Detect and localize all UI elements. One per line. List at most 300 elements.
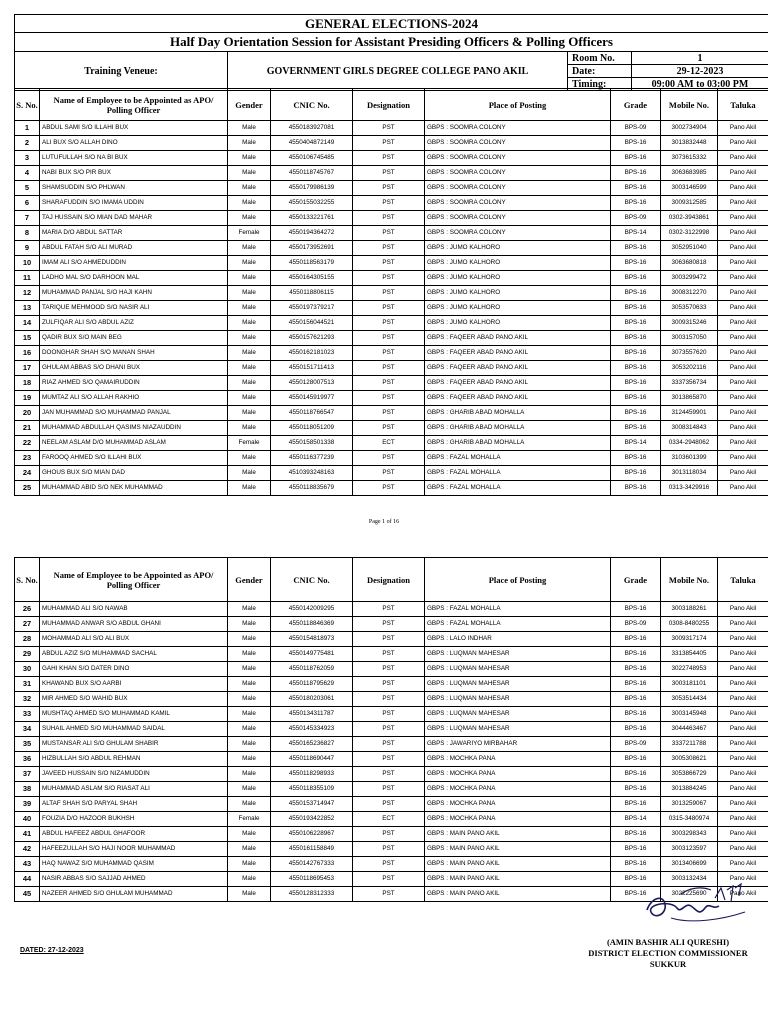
- serial-number-cell: 30: [15, 662, 40, 677]
- employee-name-cell: MOHAMMAD ALI S/O ALI BUX: [40, 632, 228, 647]
- serial-number-cell: 42: [15, 842, 40, 857]
- employee-name-cell: KHAWAND BUX S/O AARBI: [40, 677, 228, 692]
- grade-cell: BPS-16: [611, 872, 661, 887]
- designation-cell: PST: [353, 181, 425, 196]
- grade-cell: BPS-14: [611, 436, 661, 451]
- employee-name-cell: DOONGHAR SHAH S/O MANAN SHAH: [40, 346, 228, 361]
- designation-cell: PST: [353, 827, 425, 842]
- table-row: [15, 707, 768, 722]
- taluka-cell: Pano Akil: [718, 316, 768, 331]
- cnic-number-cell: 4510393248163: [271, 466, 353, 481]
- designation-cell: PST: [353, 271, 425, 286]
- table-row: [15, 196, 768, 211]
- cnic-number-cell: 4550118690447: [271, 752, 353, 767]
- mobile-number-cell: 3063683985: [661, 166, 718, 181]
- employee-name-cell: ABDUL AZIZ S/O MUHAMMAD SACHAL: [40, 647, 228, 662]
- table-row: [15, 677, 768, 692]
- taluka-cell: Pano Akil: [718, 271, 768, 286]
- employee-name-cell: SHARAFUDDIN S/O IMAMA UDDIN: [40, 196, 228, 211]
- designation-cell: PST: [353, 481, 425, 496]
- grade-cell: BPS-16: [611, 316, 661, 331]
- serial-number-cell: 39: [15, 797, 40, 812]
- mobile-number-cell: 0313-3429916: [661, 481, 718, 496]
- gender-cell: Male: [228, 887, 271, 902]
- place-of-posting-cell: GBPS : MOCHKA PANA: [425, 782, 611, 797]
- grade-cell: BPS-16: [611, 151, 661, 166]
- grade-cell: BPS-16: [611, 286, 661, 301]
- place-of-posting-cell: GBPS : SOOMRA COLONY: [425, 181, 611, 196]
- col-designation: Designation: [353, 89, 425, 121]
- employee-name-cell: GAHI KHAN S/O DATER DINO: [40, 662, 228, 677]
- mobile-number-cell: 3003188261: [661, 602, 718, 617]
- designation-cell: PST: [353, 316, 425, 331]
- table-row: [15, 226, 768, 241]
- place-of-posting-cell: GBPS : JUMO KALHORO: [425, 241, 611, 256]
- taluka-cell: Pano Akil: [718, 481, 768, 496]
- gender-cell: Male: [228, 617, 271, 632]
- grade-cell: BPS-16: [611, 376, 661, 391]
- place-of-posting-cell: GBPS : MAIN PANO AKIL: [425, 842, 611, 857]
- grade-cell: BPS-16: [611, 166, 661, 181]
- employee-name-cell: HAFEEZULLAH S/O HAJI NOOR MUHAMMAD: [40, 842, 228, 857]
- serial-number-cell: 22: [15, 436, 40, 451]
- table-row: [15, 391, 768, 406]
- serial-number-cell: 17: [15, 361, 40, 376]
- serial-number-cell: 36: [15, 752, 40, 767]
- gender-cell: Male: [228, 767, 271, 782]
- gender-cell: Male: [228, 286, 271, 301]
- table-body-page-2: [15, 602, 768, 902]
- place-of-posting-cell: GBPS : SOOMRA COLONY: [425, 151, 611, 166]
- mobile-number-cell: 0302-3943861: [661, 211, 718, 226]
- mobile-number-cell: 3003157050: [661, 331, 718, 346]
- cnic-number-cell: 4550149775481: [271, 647, 353, 662]
- table-row: [15, 436, 768, 451]
- cnic-number-cell: 4550154818973: [271, 632, 353, 647]
- gender-cell: Male: [228, 316, 271, 331]
- col-taluka: Taluka: [718, 558, 768, 602]
- mobile-number-cell: 3003299472: [661, 271, 718, 286]
- cnic-number-cell: 4550173952691: [271, 241, 353, 256]
- cnic-number-cell: 4550118806115: [271, 286, 353, 301]
- table-row: [15, 376, 768, 391]
- table-row: [15, 316, 768, 331]
- grade-cell: BPS-16: [611, 827, 661, 842]
- gender-cell: Male: [228, 662, 271, 677]
- grade-cell: BPS-16: [611, 241, 661, 256]
- col-sno: S. No.: [15, 89, 40, 121]
- place-of-posting-cell: GBPS : FAZAL MOHALLA: [425, 602, 611, 617]
- gender-cell: Male: [228, 451, 271, 466]
- mobile-number-cell: 0334-2948062: [661, 436, 718, 451]
- document-subtitle: Half Day Orientation Session for Assistant Presiding Officers & Polling Officers: [15, 33, 768, 52]
- place-of-posting-cell: GBPS : GHARIB ABAD MOHALLA: [425, 436, 611, 451]
- gender-cell: Male: [228, 602, 271, 617]
- gender-cell: Male: [228, 782, 271, 797]
- place-of-posting-cell: GBPS : FAZAL MOHALLA: [425, 617, 611, 632]
- mobile-number-cell: 3337211788: [661, 737, 718, 752]
- place-of-posting-cell: GBPS : MAIN PANO AKIL: [425, 857, 611, 872]
- timing-label: Timing:: [568, 78, 632, 91]
- mobile-number-cell: 3053514434: [661, 692, 718, 707]
- mobile-number-cell: 3052951040: [661, 241, 718, 256]
- employee-name-cell: ABDUL SAMI S/O ILLAHI BUX: [40, 121, 228, 136]
- gender-cell: Male: [228, 722, 271, 737]
- mobile-number-cell: 3003298343: [661, 827, 718, 842]
- place-of-posting-cell: GBPS : FAQEER ABAD PANO AKIL: [425, 346, 611, 361]
- cnic-number-cell: 4550404872149: [271, 136, 353, 151]
- taluka-cell: Pano Akil: [718, 617, 768, 632]
- header-table: [14, 14, 768, 91]
- mobile-number-cell: 3003181101: [661, 677, 718, 692]
- table-row: [15, 737, 768, 752]
- grade-cell: BPS-16: [611, 797, 661, 812]
- cnic-number-cell: 4550106745485: [271, 151, 353, 166]
- mobile-number-cell: 0302-3122998: [661, 226, 718, 241]
- cnic-number-cell: 4550128007513: [271, 376, 353, 391]
- mobile-number-cell: 3009312585: [661, 196, 718, 211]
- grade-cell: BPS-16: [611, 361, 661, 376]
- place-of-posting-cell: GBPS : GHARIB ABAD MOHALLA: [425, 421, 611, 436]
- signer-place: SUKKUR: [649, 959, 687, 969]
- serial-number-cell: 43: [15, 857, 40, 872]
- serial-number-cell: 13: [15, 301, 40, 316]
- table-row: [15, 842, 768, 857]
- place-of-posting-cell: GBPS : LUQMAN MAHESAR: [425, 722, 611, 737]
- employee-name-cell: MARIA D/O ABDUL SATTAR: [40, 226, 228, 241]
- grade-cell: BPS-09: [611, 737, 661, 752]
- place-of-posting-cell: GBPS : JUMO KALHORO: [425, 316, 611, 331]
- place-of-posting-cell: GBPS : LUQMAN MAHESAR: [425, 692, 611, 707]
- place-of-posting-cell: GBPS : FAZAL MOHALLA: [425, 481, 611, 496]
- designation-cell: PST: [353, 722, 425, 737]
- serial-number-cell: 25: [15, 481, 40, 496]
- serial-number-cell: 34: [15, 722, 40, 737]
- cnic-number-cell: 4550157621293: [271, 331, 353, 346]
- col-cnic: CNIC No.: [271, 89, 353, 121]
- col-sno: S. No.: [15, 558, 40, 602]
- table-row: [15, 752, 768, 767]
- cnic-number-cell: 4550118298933: [271, 767, 353, 782]
- mobile-number-cell: 3053202116: [661, 361, 718, 376]
- designation-cell: PST: [353, 782, 425, 797]
- col-cnic: CNIC No.: [271, 558, 353, 602]
- place-of-posting-cell: GBPS : MOCHKA PANA: [425, 797, 611, 812]
- gender-cell: Male: [228, 707, 271, 722]
- employee-name-cell: FOUZIA D/O HAZOOR BUKHSH: [40, 812, 228, 827]
- serial-number-cell: 15: [15, 331, 40, 346]
- table-row: [15, 136, 768, 151]
- cnic-number-cell: 4550142767333: [271, 857, 353, 872]
- gender-cell: Male: [228, 196, 271, 211]
- cnic-number-cell: 4550145919977: [271, 391, 353, 406]
- employee-name-cell: ALTAF SHAH S/O PARYAL SHAH: [40, 797, 228, 812]
- place-of-posting-cell: GBPS : FAQEER ABAD PANO AKIL: [425, 391, 611, 406]
- designation-cell: PST: [353, 602, 425, 617]
- employee-name-cell: NEELAM ASLAM D/O MUHAMMAD ASLAM: [40, 436, 228, 451]
- col-taluka: Taluka: [718, 89, 768, 121]
- cnic-number-cell: 4550118795629: [271, 677, 353, 692]
- employee-name-cell: ALI BUX S/O ALLAH DINO: [40, 136, 228, 151]
- table-row: [15, 767, 768, 782]
- employee-name-cell: IMAM ALI S/O AHMEDUDDIN: [40, 256, 228, 271]
- taluka-cell: Pano Akil: [718, 632, 768, 647]
- serial-number-cell: 32: [15, 692, 40, 707]
- place-of-posting-cell: GBPS : JUMO KALHORO: [425, 271, 611, 286]
- grade-cell: BPS-16: [611, 466, 661, 481]
- grade-cell: BPS-14: [611, 226, 661, 241]
- serial-number-cell: 37: [15, 767, 40, 782]
- gender-cell: Female: [228, 226, 271, 241]
- taluka-cell: Pano Akil: [718, 752, 768, 767]
- room-label: Room No.: [568, 52, 632, 65]
- cnic-number-cell: 4550179986139: [271, 181, 353, 196]
- taluka-cell: Pano Akil: [718, 692, 768, 707]
- gender-cell: Male: [228, 181, 271, 196]
- place-of-posting-cell: GBPS : MOCHKA PANA: [425, 752, 611, 767]
- gender-cell: Male: [228, 151, 271, 166]
- place-of-posting-cell: GBPS : MAIN PANO AKIL: [425, 887, 611, 902]
- designation-cell: PST: [353, 166, 425, 181]
- cnic-number-cell: 4550118355109: [271, 782, 353, 797]
- employee-name-cell: MUMTAZ ALI S/O ALLAH RAKHIO: [40, 391, 228, 406]
- place-of-posting-cell: GBPS : JUMO KALHORO: [425, 256, 611, 271]
- mobile-number-cell: 3005308621: [661, 752, 718, 767]
- employee-name-cell: NAZEER AHMED S/O GHULAM MUHAMMAD: [40, 887, 228, 902]
- taluka-cell: Pano Akil: [718, 331, 768, 346]
- table-row: [15, 827, 768, 842]
- cnic-number-cell: 4550194364272: [271, 226, 353, 241]
- designation-cell: PST: [353, 707, 425, 722]
- taluka-cell: Pano Akil: [718, 151, 768, 166]
- taluka-cell: Pano Akil: [718, 602, 768, 617]
- grade-cell: BPS-16: [611, 752, 661, 767]
- table-body-page-1: [15, 121, 768, 496]
- gender-cell: Male: [228, 421, 271, 436]
- employee-name-cell: RIAZ AHMED S/O QAMAIRUDDIN: [40, 376, 228, 391]
- taluka-cell: Pano Akil: [718, 436, 768, 451]
- mobile-number-cell: 3073615332: [661, 151, 718, 166]
- gender-cell: Male: [228, 376, 271, 391]
- designation-cell: PST: [353, 662, 425, 677]
- grade-cell: BPS-16: [611, 196, 661, 211]
- table-row: [15, 662, 768, 677]
- grade-cell: BPS-09: [611, 121, 661, 136]
- serial-number-cell: 35: [15, 737, 40, 752]
- taluka-cell: Pano Akil: [718, 827, 768, 842]
- designation-cell: PST: [353, 331, 425, 346]
- serial-number-cell: 28: [15, 632, 40, 647]
- mobile-number-cell: 3022748953: [661, 662, 718, 677]
- employee-name-cell: ABDUL FATAH S/O ALI MURAD: [40, 241, 228, 256]
- taluka-cell: Pano Akil: [718, 647, 768, 662]
- serial-number-cell: 21: [15, 421, 40, 436]
- taluka-cell: Pano Akil: [718, 421, 768, 436]
- designation-cell: PST: [353, 136, 425, 151]
- cnic-number-cell: 4550142009295: [271, 602, 353, 617]
- table-row: [15, 782, 768, 797]
- gender-cell: Male: [228, 857, 271, 872]
- gender-cell: Male: [228, 406, 271, 421]
- serial-number-cell: 19: [15, 391, 40, 406]
- signature-image: [641, 880, 751, 932]
- employee-name-cell: ABDUL HAFEEZ ABDUL GHAFOOR: [40, 827, 228, 842]
- grade-cell: BPS-16: [611, 256, 661, 271]
- col-name: Name of Employee to be Appointed as APO/ Polling Officer: [40, 89, 228, 121]
- gender-cell: Female: [228, 436, 271, 451]
- signer-name: (AMIN BASHIR ALI QURESHI): [606, 937, 730, 947]
- mobile-number-cell: 3073557620: [661, 346, 718, 361]
- signer-title: DISTRICT ELECTION COMMISSIONER: [588, 948, 748, 958]
- grade-cell: BPS-16: [611, 767, 661, 782]
- serial-number-cell: 2: [15, 136, 40, 151]
- serial-number-cell: 18: [15, 376, 40, 391]
- taluka-cell: Pano Akil: [718, 241, 768, 256]
- gender-cell: Male: [228, 692, 271, 707]
- employee-name-cell: HIZBULLAH S/O ABDUL REHMAN: [40, 752, 228, 767]
- taluka-cell: Pano Akil: [718, 286, 768, 301]
- table-row: [15, 632, 768, 647]
- designation-cell: PST: [353, 226, 425, 241]
- designation-cell: PST: [353, 737, 425, 752]
- taluka-cell: Pano Akil: [718, 346, 768, 361]
- designation-cell: PST: [353, 767, 425, 782]
- serial-number-cell: 16: [15, 346, 40, 361]
- table-row: [15, 797, 768, 812]
- room-value: 1: [632, 52, 768, 65]
- mobile-number-cell: 3003132434: [661, 872, 718, 887]
- designation-cell: PST: [353, 391, 425, 406]
- cnic-number-cell: 4550128312333: [271, 887, 353, 902]
- place-of-posting-cell: GBPS : GHARIB ABAD MOHALLA: [425, 406, 611, 421]
- page-number: Page 1 of 16: [368, 519, 400, 525]
- designation-cell: PST: [353, 842, 425, 857]
- mobile-number-cell: 3053866729: [661, 767, 718, 782]
- grade-cell: BPS-16: [611, 692, 661, 707]
- mobile-number-cell: 3002734904: [661, 121, 718, 136]
- cnic-number-cell: 4550161158849: [271, 842, 353, 857]
- cnic-number-cell: 4550183927081: [271, 121, 353, 136]
- employee-name-cell: MUHAMMAD ANWAR S/O ABDUL GHANI: [40, 617, 228, 632]
- serial-number-cell: 31: [15, 677, 40, 692]
- place-of-posting-cell: GBPS : LUQMAN MAHESAR: [425, 677, 611, 692]
- table-row: [15, 181, 768, 196]
- designation-cell: PST: [353, 421, 425, 436]
- mobile-number-cell: 3008312270: [661, 286, 718, 301]
- table-row: [15, 241, 768, 256]
- gender-cell: Male: [228, 737, 271, 752]
- mobile-number-cell: 3013884245: [661, 782, 718, 797]
- serial-number-cell: 8: [15, 226, 40, 241]
- cnic-number-cell: 4550118835679: [271, 481, 353, 496]
- table-row: [15, 602, 768, 617]
- mobile-number-cell: 3013118034: [661, 466, 718, 481]
- taluka-cell: Pano Akil: [718, 226, 768, 241]
- cnic-number-cell: 4550162181023: [271, 346, 353, 361]
- cnic-number-cell: 4550118745767: [271, 166, 353, 181]
- table-row: [15, 466, 768, 481]
- place-of-posting-cell: GBPS : MOCHKA PANA: [425, 767, 611, 782]
- cnic-number-cell: 4550134311787: [271, 707, 353, 722]
- gender-cell: Male: [228, 331, 271, 346]
- col-gender: Gender: [228, 558, 271, 602]
- cnic-number-cell: 4550145334923: [271, 722, 353, 737]
- employee-name-cell: GHOUS BUX S/O MIAN DAD: [40, 466, 228, 481]
- taluka-cell: Pano Akil: [718, 812, 768, 827]
- taluka-cell: Pano Akil: [718, 677, 768, 692]
- col-place: Place of Posting: [425, 558, 611, 602]
- employee-name-cell: MUHAMMAD ABID S/O NEK MUHAMMAD: [40, 481, 228, 496]
- cnic-number-cell: 4550164305155: [271, 271, 353, 286]
- serial-number-cell: 9: [15, 241, 40, 256]
- designation-cell: PST: [353, 406, 425, 421]
- employee-name-cell: ZULFIQAR ALI S/O ABDUL AZIZ: [40, 316, 228, 331]
- grade-cell: BPS-16: [611, 421, 661, 436]
- designation-cell: PST: [353, 752, 425, 767]
- taluka-cell: Pano Akil: [718, 391, 768, 406]
- taluka-cell: Pano Akil: [718, 782, 768, 797]
- employee-name-cell: MUSHTAQ AHMED S/O MUHAMMAD KAMIL: [40, 707, 228, 722]
- grade-cell: BPS-16: [611, 481, 661, 496]
- col-place: Place of Posting: [425, 89, 611, 121]
- cnic-number-cell: 4550118846369: [271, 617, 353, 632]
- employee-name-cell: SHAMSUDDIN S/O PHLWAN: [40, 181, 228, 196]
- employee-name-cell: MIR AHMED S/O WAHID BUX: [40, 692, 228, 707]
- mobile-number-cell: 3003145948: [661, 707, 718, 722]
- designation-cell: PST: [353, 617, 425, 632]
- table-row: [15, 361, 768, 376]
- taluka-cell: Pano Akil: [718, 872, 768, 887]
- designation-cell: PST: [353, 466, 425, 481]
- cnic-number-cell: 4550133221761: [271, 211, 353, 226]
- designation-cell: PST: [353, 632, 425, 647]
- place-of-posting-cell: GBPS : FAQEER ABAD PANO AKIL: [425, 376, 611, 391]
- designation-cell: ECT: [353, 436, 425, 451]
- cnic-number-cell: 4550118695453: [271, 872, 353, 887]
- employee-name-cell: MUHAMMAD ASLAM S/O RIASAT ALI: [40, 782, 228, 797]
- designation-cell: PST: [353, 196, 425, 211]
- venue-name: GOVERNMENT GIRLS DEGREE COLLEGE PANO AKIL: [228, 52, 568, 91]
- serial-number-cell: 24: [15, 466, 40, 481]
- table-row: [15, 121, 768, 136]
- cnic-number-cell: 4550118051209: [271, 421, 353, 436]
- designation-cell: PST: [353, 872, 425, 887]
- serial-number-cell: 14: [15, 316, 40, 331]
- place-of-posting-cell: GBPS : FAZAL MOHALLA: [425, 466, 611, 481]
- grade-cell: BPS-09: [611, 617, 661, 632]
- table-row: [15, 481, 768, 496]
- date-value: 29-12-2023: [632, 65, 768, 78]
- cnic-number-cell: 4550151711413: [271, 361, 353, 376]
- taluka-cell: Pano Akil: [718, 767, 768, 782]
- grade-cell: BPS-09: [611, 211, 661, 226]
- mobile-number-cell: 3063680818: [661, 256, 718, 271]
- employee-name-cell: TARIQUE MEHMOOD S/O NASIR ALI: [40, 301, 228, 316]
- table-row: [15, 722, 768, 737]
- table-row: [15, 857, 768, 872]
- cnic-number-cell: 4550180203061: [271, 692, 353, 707]
- designation-cell: PST: [353, 151, 425, 166]
- place-of-posting-cell: GBPS : MAIN PANO AKIL: [425, 827, 611, 842]
- col-name: Name of Employee to be Appointed as APO/ Polling Officer: [40, 558, 228, 602]
- gender-cell: Male: [228, 647, 271, 662]
- taluka-cell: Pano Akil: [718, 662, 768, 677]
- mobile-number-cell: 3103601399: [661, 451, 718, 466]
- grade-cell: BPS-16: [611, 677, 661, 692]
- gender-cell: Male: [228, 256, 271, 271]
- taluka-cell: Pano Akil: [718, 887, 768, 902]
- place-of-posting-cell: GBPS : LUQMAN MAHESAR: [425, 647, 611, 662]
